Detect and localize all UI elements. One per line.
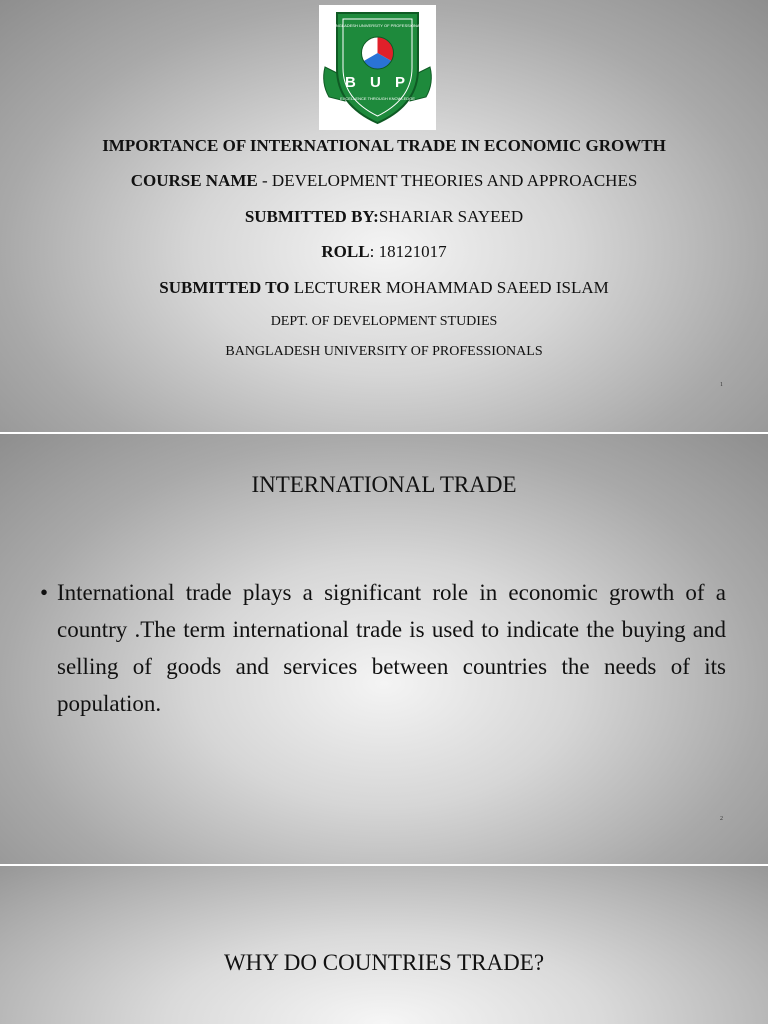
course-line — [0, 171, 768, 191]
university: BANGLADESH UNIVERSITY OF PROFESSIONALS — [225, 344, 543, 359]
department: DEPT. OF DEVELOPMENT STUDIES — [270, 314, 498, 329]
bup-shield-icon — [319, 5, 436, 130]
roll-line — [0, 242, 768, 262]
page-number: 2 — [720, 816, 723, 822]
bullet-text: International trade plays a significant role in economic growth of a country .The term international trade is used to indicate the buying and selling of goods and services between countries the needs of its population. — [57, 580, 726, 716]
slide-3 — [0, 866, 768, 1024]
logo-banner-text: BANGLADESH UNIVERSITY OF PROFESSIONALS — [330, 23, 425, 28]
bullet-item — [40, 574, 726, 722]
presentation-title: IMPORTANCE OF INTERNATIONAL TRADE IN ECONOMIC GROWTH — [102, 136, 666, 155]
submitted-to-line — [0, 278, 768, 298]
slide-1 — [0, 0, 768, 432]
slide-heading: INTERNATIONAL TRADE — [251, 472, 517, 497]
logo-letters: B U P — [344, 74, 411, 91]
submitted-to-value: LECTURER MOHAMMAD SAEED ISLAM — [289, 278, 609, 297]
roll-value: : 18121017 — [369, 242, 447, 261]
submitted-by-label: SUBMITTED BY: — [244, 207, 379, 226]
roll-label: ROLL — [321, 242, 370, 261]
submitted-to-label: SUBMITTED TO — [159, 278, 290, 297]
submitted-by-value: SHARIAR SAYEED — [378, 207, 524, 226]
submitted-by-line — [0, 207, 768, 227]
bullet-icon: • — [40, 580, 49, 605]
course-value: - DEVELOPMENT THEORIES AND APPROACHES — [257, 171, 638, 190]
bup-logo — [319, 5, 436, 130]
slide-heading: WHY DO COUNTRIES TRADE? — [223, 950, 545, 975]
course-label: COURSE NAME — [130, 171, 258, 190]
page-number: 1 — [720, 382, 723, 388]
slide-2 — [0, 434, 768, 864]
logo-motto: EXCELLENCE THROUGH KNOWLEDGE — [340, 96, 415, 101]
